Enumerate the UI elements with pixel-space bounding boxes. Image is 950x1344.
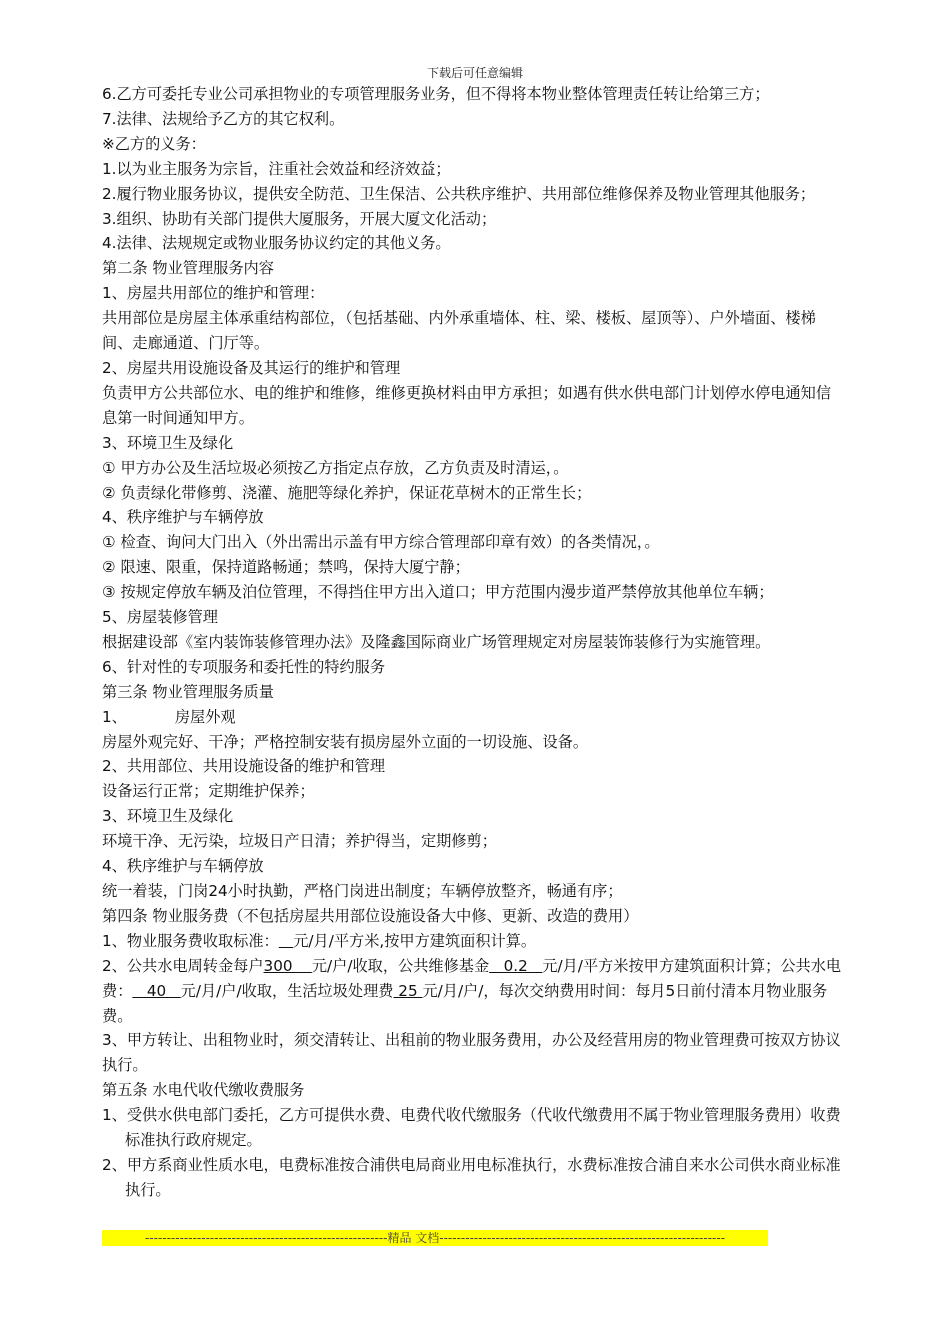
- list-item: ① 检查、询问大门出入（外出需出示盖有甲方综合管理部印章有效）的各类情况，。: [102, 533, 660, 552]
- list-item: 2、甲方系商业性质水电，电费标准按合浦供电局商业用电标准执行，水费标准按合浦自来水公司供水商业标准执行。: [102, 1155, 841, 1199]
- page-footer-banner: --------------------------------------------------------精品 文档------------------------------------------------------------------: [102, 1230, 768, 1246]
- utility-fee-value: 40: [132, 981, 181, 1000]
- paragraph: 4.法律、法规规定或物业服务协议约定的其他义务。: [102, 234, 451, 253]
- article-heading: 第五条 水电代收代缴收费服务: [102, 1081, 305, 1100]
- paragraph: 房屋外观完好、干净；严格控制安装有损房屋外立面的一切设施、设备。: [102, 732, 588, 751]
- fee-unit: 元/月/平方米,按甲方建筑面积计算。: [293, 931, 537, 950]
- list-item: ② 负责绿化带修剪、浇灌、施肥等绿化养护，保证花草树木的正常生长；: [102, 483, 592, 502]
- fee-standard-line: [102, 929, 844, 954]
- subheading-text: 房屋外观: [174, 707, 236, 726]
- fee-label: 元/月/户/收取，生活垃圾处理费: [180, 981, 394, 1000]
- article-heading: 第四条 物业服务费（不包括房屋共用部位设施设备大中修、更新、改造的费用）: [102, 906, 639, 925]
- fee-detail-paragraph: [102, 954, 844, 1029]
- fee-label: 元/户/收取，公共维修基金: [311, 956, 490, 975]
- list-item: ① 甲方办公及生活垃圾必须按乙方指定点存放，乙方负责及时清运，。: [102, 458, 569, 477]
- list-item: ③ 按规定停放车辆及泊位管理，不得挡住甲方出入道口；甲方范围内漫步道严禁停放其他单位车辆；: [102, 583, 774, 602]
- fee-label: 2、公共水电周转金每户: [102, 956, 264, 975]
- list-item: ② 限速、限重，保持道路畅通；禁鸣，保持大厦宁静；: [102, 558, 470, 577]
- article-heading: 第二条 物业管理服务内容: [102, 259, 274, 278]
- paragraph: 共用部位是房屋主体承重结构部位，（包括基础、内外承重墙体、柱、梁、楼板、屋顶等）、户外墙面、楼梯间、走廊通道、门厅等。: [102, 309, 816, 353]
- paragraph: 根据建设部《室内装饰装修管理办法》及隆鑫国际商业广场管理规定对房屋装饰装修行为实施管理。: [102, 632, 771, 651]
- paragraph: 3、甲方转让、出租物业时，须交清转让、出租前的物业服务费用，办公及经营用房的物业管理费可按双方协议执行。: [102, 1031, 841, 1075]
- paragraph: 环境干净、无污染，垃圾日产日清；养护得当，定期修剪；: [102, 832, 497, 851]
- subheading: 6、针对性的专项服务和委托性的特约服务: [102, 657, 386, 676]
- list-number: 1、: [102, 707, 127, 726]
- paragraph: 7.法律、法规给予乙方的其它权利。: [102, 109, 345, 128]
- document-body: [102, 82, 844, 1203]
- paragraph: 负责甲方公共部位水、电的维护和维修，维修更换材料由甲方承担；如遇有供水供电部门计划停水停电通知信息第一时间通知甲方。: [102, 383, 831, 427]
- list-item: 1、受供水供电部门委托，乙方可提供水费、电费代收代缴服务（代收代缴费用不属于物业管理服务费用）收费标准执行政府规定。: [102, 1106, 841, 1150]
- subheading: [102, 705, 844, 730]
- paragraph: 6.乙方可委托专业公司承担物业的专项管理服务业务，但不得将本物业整体管理责任转让给第三方；: [102, 85, 770, 103]
- subheading: 4、秩序维护与车辆停放: [102, 508, 264, 527]
- paragraph: 统一着装，门岗24小时执勤，严格门岗进出制度；车辆停放整齐，畅通有序；: [102, 882, 623, 900]
- deposit-value: 300: [263, 956, 312, 975]
- garbage-fee-value: 25: [393, 981, 423, 1000]
- paragraph: 设备运行正常；定期维护保养；: [102, 782, 315, 801]
- paragraph: 3.组织、协助有关部门提供大厦服务，开展大厦文化活动；: [102, 209, 497, 228]
- subheading: 5、房屋装修管理: [102, 608, 218, 627]
- article-heading: 第三条 物业管理服务质量: [102, 682, 274, 701]
- maintenance-fund-value: 0.2: [489, 956, 543, 975]
- fee-label: 元/月/户/，每次交纳费用时间：每月5日前付清本月物业服务费。: [102, 981, 828, 1025]
- subheading: 1、房屋共用部位的维护和管理：: [102, 284, 325, 303]
- paragraph: 1.以为业主服务为宗旨，注重社会效益和经济效益；: [102, 159, 451, 178]
- subheading: 2、共用部位、共用设施设备的维护和管理: [102, 757, 386, 776]
- fee-label: 元/月/平方米按甲方建筑面积计算；公共水电费：: [102, 956, 842, 1000]
- subheading: 2、房屋共用设施设备及其运行的维护和管理: [102, 358, 401, 377]
- paragraph: 2.履行物业服务协议，提供安全防范、卫生保洁、公共秩序维护、共用部位维修保养及物业管理其他服务；: [102, 184, 816, 203]
- fee-blank: [279, 932, 293, 950]
- fee-label: 1、物业服务费收取标准：: [102, 931, 279, 950]
- subheading: 3、环境卫生及绿化: [102, 807, 234, 826]
- page-header: 下载后可任意编辑: [426, 66, 523, 80]
- subheading: 3、环境卫生及绿化: [102, 433, 234, 452]
- section-heading: ※乙方的义务：: [102, 134, 206, 153]
- subheading: 4、秩序维护与车辆停放: [102, 857, 264, 876]
